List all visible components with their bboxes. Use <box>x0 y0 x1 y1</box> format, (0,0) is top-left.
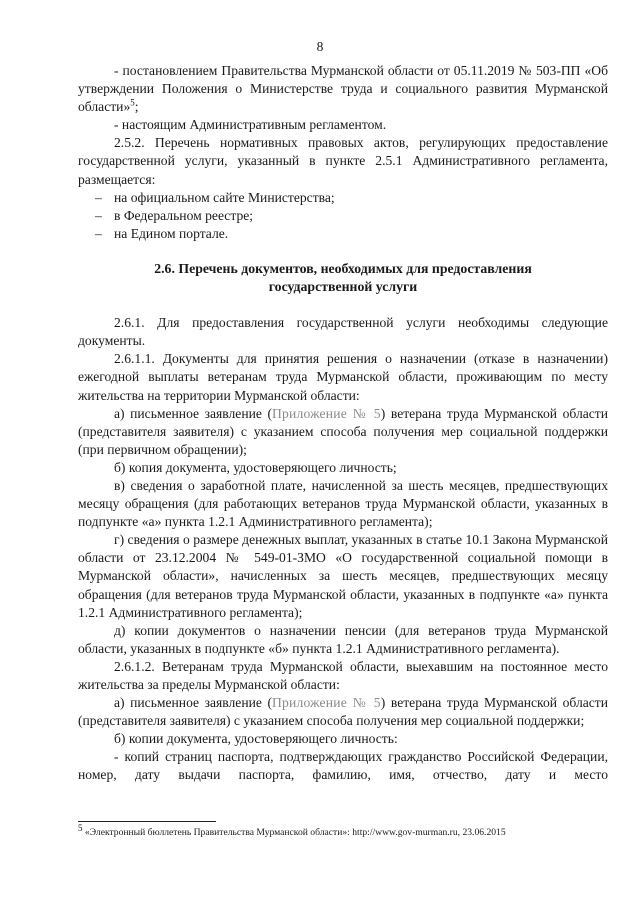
paragraph-text-end: ; <box>134 99 139 115</box>
section-heading-line-1: 2.6. Перечень документов, необходимых для предоставления <box>154 260 532 276</box>
appendix-5-link[interactable]: Приложение № 5 <box>272 405 381 421</box>
paragraph-item-v-salary: в) сведения о заработной плате, начисленной за шесть месяцев, предшествующих месяцу обращения (для работающих ветеранов труда Мурманской области, указанных в подпункте «а» пункта 1.2.1 Административного регламента); <box>78 477 608 530</box>
paragraph-item-a-application <box>78 405 608 459</box>
dash-marker: – <box>95 207 102 223</box>
paragraph-regulation-ref: - настоящим Административным регламентом. <box>114 117 387 133</box>
dash-marker: – <box>95 189 102 205</box>
footnote-ref[interactable]: 5 <box>130 97 135 108</box>
paragraph-text: а) письменное заявление ( <box>114 405 272 421</box>
paragraph-item-b-id-copy: б) копия документа, удостоверяющего личность; <box>114 459 397 475</box>
list-item-federal-registry <box>78 207 608 225</box>
paragraph-text: а) письменное заявление ( <box>114 695 272 711</box>
list-item-text: на официальном сайте Министерства; <box>114 189 335 205</box>
list-item-text: в Федеральном реестре; <box>114 207 254 223</box>
footnote-divider <box>78 821 216 822</box>
paragraph-2-6-1: 2.6.1. Для предоставления государственной услуги необходимы следующие документы. <box>78 315 608 349</box>
paragraph-passport-pages: - копий страниц паспорта, подтверждающих гражданство Российской Федерации, номер, дату выдачи паспорта, фамилию, имя, отчество, дату и место <box>78 749 608 783</box>
paragraph-item-d-pension: д) копии документов о назначении пенсии (для ветеранов труда Мурманской области, указанных в подпункте «б» пункта 1.2.1 Административного регламента). <box>78 622 608 656</box>
list-item-text: на Едином портале. <box>114 225 229 241</box>
paragraph-item-a-application-2 <box>78 694 608 730</box>
paragraph-text: - постановлением Правительства Мурманской области от 05.11.2019 № 503-ПП «Об утверждении Положения о Министерстве труда и социального развития Мурманской области» <box>78 63 608 115</box>
footnote <box>78 822 618 839</box>
paragraph-text: ) ветерана труда Мурманской области (представителя заявителя) с указанием способа получения мер социальной поддержки; <box>78 695 609 729</box>
footnote-text: «Электронный бюллетень Правительства Мурманской области»: http://www.gov-murman.ru, 23.06.2015 <box>82 827 506 838</box>
paragraph-2-6-1-1: 2.6.1.1. Документы для принятия решения о назначении (отказе в назначении) ежегодной выплаты ветеранам труда Мурманской области, проживающим по месту жительства на территории Мурманской области: <box>78 351 608 403</box>
dash-marker: – <box>95 225 102 241</box>
paragraph-resolution-ref <box>78 62 608 116</box>
list-item-unified-portal <box>78 225 608 243</box>
appendix-5-link[interactable]: Приложение № 5 <box>272 695 381 711</box>
paragraph-item-b-id-copies: б) копии документа, удостоверяющего личность: <box>114 731 398 747</box>
paragraph-2-5-2: 2.5.2. Перечень нормативных правовых актов, регулирующих предоставление государственной услуги, указанный в пункте 2.5.1 Административного регламента, размещается: <box>78 135 608 187</box>
section-heading-line-2: государственной услуги <box>268 279 418 295</box>
list-item-ministry-site <box>78 189 608 207</box>
paragraph-text: ) ветерана труда Мурманской области (представителя заявителя) с указанием способа получения мер социальной поддержки (при первичном обращении); <box>78 405 609 457</box>
page-number: 8 <box>316 39 324 54</box>
paragraph-item-g-payments: г) сведения о размере денежных выплат, указанных в статье 10.1 Закона Мурманской области от 23.12.2004 № 549-01-ЗМО «О государственной социальной помощи в Мурманской области», начисленных за шесть месяцев, предшествующих месяцу обращения (для ветеранов труда Мурманской области, указанных в подпункте «а» пункта 1.2.1 Административного регламента); <box>78 532 608 620</box>
document-body <box>78 62 608 803</box>
paragraph-2-6-1-2: 2.6.1.2. Ветеранам труда Мурманской области, выехавшим на постоянное место жительства за пределы Мурманской области: <box>78 658 608 692</box>
footnote-number: 5 <box>78 822 83 833</box>
